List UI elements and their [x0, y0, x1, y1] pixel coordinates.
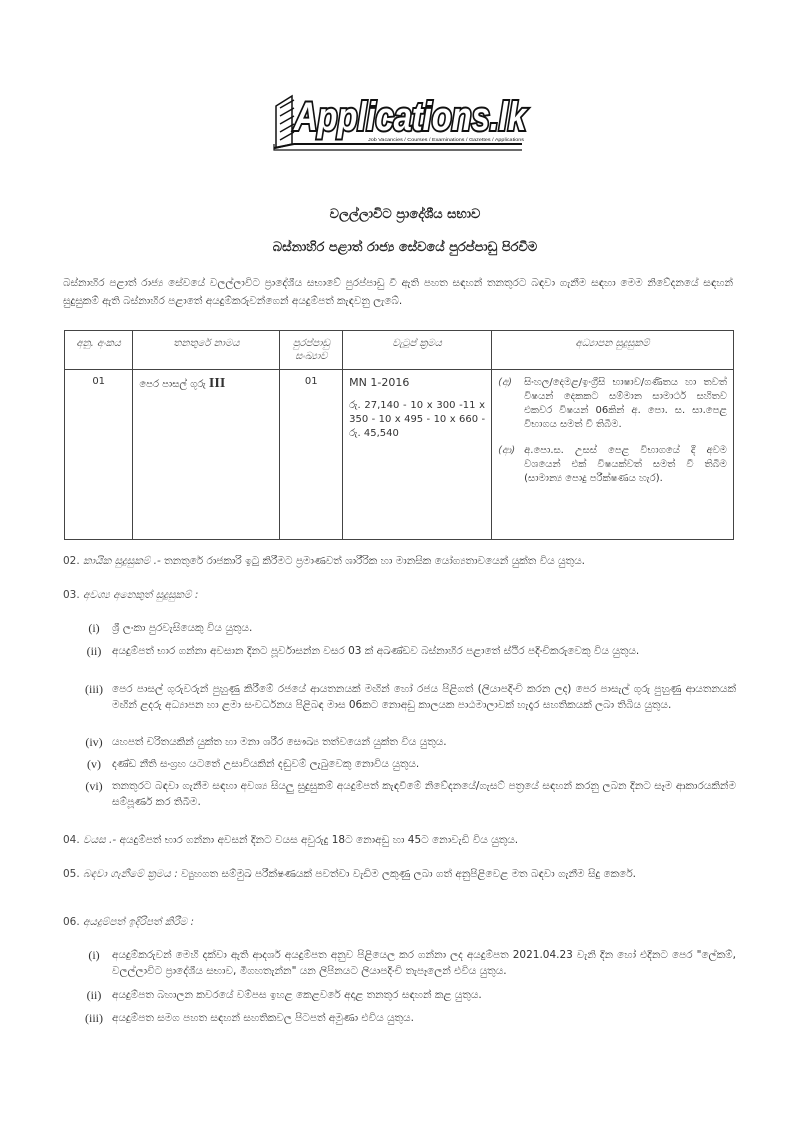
- item-text: අයදුම්පත් භාර ගන්නා අවසාන දිනට පූර්වාසන්න වසර 03 ක් අඛණ්ඩව බස්නාහිර පළාතේ ස්ථිර පදිංචිකරුවෙකු විය යුතුය.: [112, 645, 640, 657]
- post-name: පෙර පාසල් ගුරු: [139, 379, 206, 390]
- cell-salary: [343, 370, 492, 540]
- list-item: [76, 734, 736, 750]
- header-serial: අනු. අංකය: [65, 331, 133, 370]
- cell-post: [133, 370, 280, 540]
- post-grade: III: [208, 376, 226, 391]
- section-heading: අවශ්‍ය අනෙකුත් සුදුසුකම් :: [83, 589, 199, 601]
- section-text: අයදුම්පත් භාර ගන්නා අවසන් දිනට වයස අවුරුදු 18ට නොඅඩු හා 45ට නොවැඩි විය යුතුය.: [119, 834, 519, 846]
- salary-scale: රු. 27,140 - 10 x 300 -11 x 350 - 10 x 495 - 10 x 660 - රු. 45,540: [349, 400, 486, 439]
- list-item: [76, 778, 736, 810]
- item-number: (i): [88, 621, 100, 635]
- logo-tagline: Job Vacancies / Courses / Examinations / Gazettes / Applications: [368, 137, 525, 142]
- section-heading: කායික සුදුසුකම් .-: [83, 555, 161, 567]
- item-text: අයදුම්පත බහාලන කවරයේ වම්පස ඉහළ කෙළවරේ අදාළ තනතුර සඳහන් කළ යුතුය.: [112, 989, 482, 1001]
- section-number: 06.: [63, 916, 80, 928]
- item-number: (iii): [85, 682, 103, 696]
- table-row: [65, 370, 734, 540]
- item-number: (v): [87, 757, 101, 771]
- cell-qualifications: [492, 370, 734, 540]
- table-header-row: [65, 331, 734, 370]
- header-salary: වැටුප් ක්‍රමය: [343, 331, 492, 370]
- section-heading: අයදුම්පත් ඉදිරිපත් කිරීම :: [83, 916, 195, 928]
- header-vacancies: පුරප්පාඩු සංඛ්‍යාව: [280, 331, 343, 370]
- section-number: 03.: [63, 589, 80, 601]
- item-number: (iv): [85, 735, 103, 749]
- qualification-item: [498, 444, 727, 486]
- list-item: [76, 681, 736, 713]
- item-number: (ii): [86, 988, 102, 1002]
- section-heading: බඳවා ගැනීමේ ක්‍රමය :: [83, 868, 178, 880]
- qualification-label: (අ): [498, 377, 513, 388]
- salary-code: MN 1-2016: [349, 376, 410, 389]
- qualification-text: අ.පො.ස. උසස් පෙළ විභාගයේ දී අවම වශයෙන් එක් විෂයක්වත් සමත් වී තිබීම (සාමාන්‍ය පොදු පරීක්ෂණය හැර).: [524, 445, 727, 484]
- list-item: [76, 756, 736, 772]
- section-02: [63, 553, 733, 570]
- section-number: 05.: [63, 868, 80, 880]
- item-text: අයදුම්පත සමග පහත සඳහන් සහතිකවල පිටපත් අමුණා එවිය යුතුය.: [112, 1012, 414, 1024]
- logo-brand-text: Applications.lk: [293, 95, 528, 139]
- section-number: 02.: [63, 555, 80, 567]
- section-heading: වයස .-: [83, 834, 117, 846]
- section-04: [63, 832, 733, 849]
- qualification-text: සිංහල/දෙමළ/ඉංග්‍රීසි භාෂාව/ගණිතය හා තවත් විෂයන් දෙකකට සම්මාන සාමාර්ථ සහිතව එකවර විෂයන් 06කින් අ. පො. ස. සා.පෙළ විභාගය සමත් වී තිබීම.: [524, 377, 727, 430]
- notice-title: බස්නාහිර පළාත් රාජ්‍ය සේවයේ පුරප්පාඩු පිරවීම: [272, 240, 538, 255]
- list-item: [76, 947, 736, 979]
- cell-serial: 01: [65, 370, 133, 540]
- list-item: [76, 1010, 736, 1026]
- item-text: තනතුරට බඳවා ගැනීම සඳහා අවශ්‍ය සියලු සුදුසුකම් අයදුම්පත් කැඳවීමේ නිවේදනයේ/ගැසට් පත්‍රයේ සඳහන් කරනු ලබන දිනට සෑම ආකාරයකින්ම සම්පූර්ණ කර තිබීම.: [112, 780, 736, 808]
- item-number: (vi): [85, 779, 103, 793]
- item-text: දණ්ඩ නීති සංග්‍රහ යටතේ උසාවියකින් දඬුවම් ලැබුවෙකු නොවිය යුතුය.: [112, 758, 420, 770]
- section-06: [63, 914, 733, 931]
- item-text: යහපත් චරිතයකින් යුක්ත හා මනා ශරීර සෞඛ්‍ය තත්වයෙන් යුක්ත විය යුතුය.: [112, 736, 447, 748]
- header-post: තනතුරේ නාමය: [133, 331, 280, 370]
- section-05: [63, 866, 733, 883]
- council-title: වලල්ලාවිට ප්‍රාදේශීය සභාව: [329, 207, 481, 222]
- list-item: [76, 987, 736, 1003]
- section-03: [63, 587, 733, 604]
- item-number: (ii): [86, 644, 102, 658]
- section-text: ව්‍යුහගත සම්මුඛ පරීක්ෂණයක් පවත්වා වැඩිම ලකුණු ලබා ගත් අනුපිළිවෙළ මත බඳවා ගැනීම සිදු කෙරේ.: [181, 868, 637, 880]
- list-item: [76, 643, 736, 659]
- item-text: අයදුම්කරුවන් මෙහි දක්වා ඇති ආදර්ශ අයදුම්පත අනුව පිළියෙල කර ගන්නා ලද අයදුම්පත 2021.04.23 වැනි දින හෝ එදිනට පෙර "ලේකම්, වලල්ලාවිට ප්‍රාදේශීය සභාව, මීගහතැන්න" යන ලිපිනයට ලියාපදිංචි තැපෑලෙන් එවිය යුතුය.: [112, 949, 736, 977]
- section-number: 04.: [63, 834, 80, 846]
- list-item: [76, 620, 736, 636]
- item-number: (iii): [85, 1011, 103, 1025]
- qualification-item: [498, 376, 727, 432]
- cell-vacancies: 01: [280, 370, 343, 540]
- item-text: ශ්‍රී ලංකා පුරවැසියෙකු විය යුතුය.: [112, 622, 253, 634]
- intro-paragraph: බස්නාහිර පළාත් රාජ්‍ය සේවයේ වලල්ලාවිට ප්‍රාදේශීය සභාවේ පුරප්පාඩු වී ඇති පහත සඳහන් තනතුරට බඳවා ගැනීම සඳහා මෙම නිවේදනයේ සඳහන් සුදුසුකම් ඇති බස්නාහිර පළාතේ අයදුම්කරුවන්ගෙන් අයදුම්පත් කැඳවනු ලැබේ.: [63, 277, 733, 307]
- applications-lk-logo: [272, 86, 534, 152]
- item-text: පෙර පාසල් ගුරුවරුන් පුහුණු කිරීමේ රජයේ ආයතනයක් මඟින් හෝ රජය පිළිගත් (ලියාපදිංචි කරන ලද) පෙර පාසැල් ගුරු පුහුණු ආයතනයක් මඟින් ළදරු අධ්‍යාපන හා ළමා සංවර්ධනය පිළිබඳ මාස 06කට නොඅඩු කාලයක පාඨමාලාවක් හැදෑර සහතිකයක් ලබා තිබිය යුතුය.: [112, 683, 736, 711]
- section-text: තනතුරේ රාජකාරි ඉටු කිරීමට ප්‍රමාණවත් ශාරීරික හා මානසික යෝග්‍යතාවයෙන් යුක්ත විය යුතුය.: [164, 555, 585, 567]
- header-qualifications: අධ්‍යාපන සුදුසුකම්: [492, 331, 734, 370]
- item-number: (i): [88, 948, 100, 962]
- qualification-label: (ආ): [498, 445, 516, 456]
- vacancy-table: [64, 330, 734, 540]
